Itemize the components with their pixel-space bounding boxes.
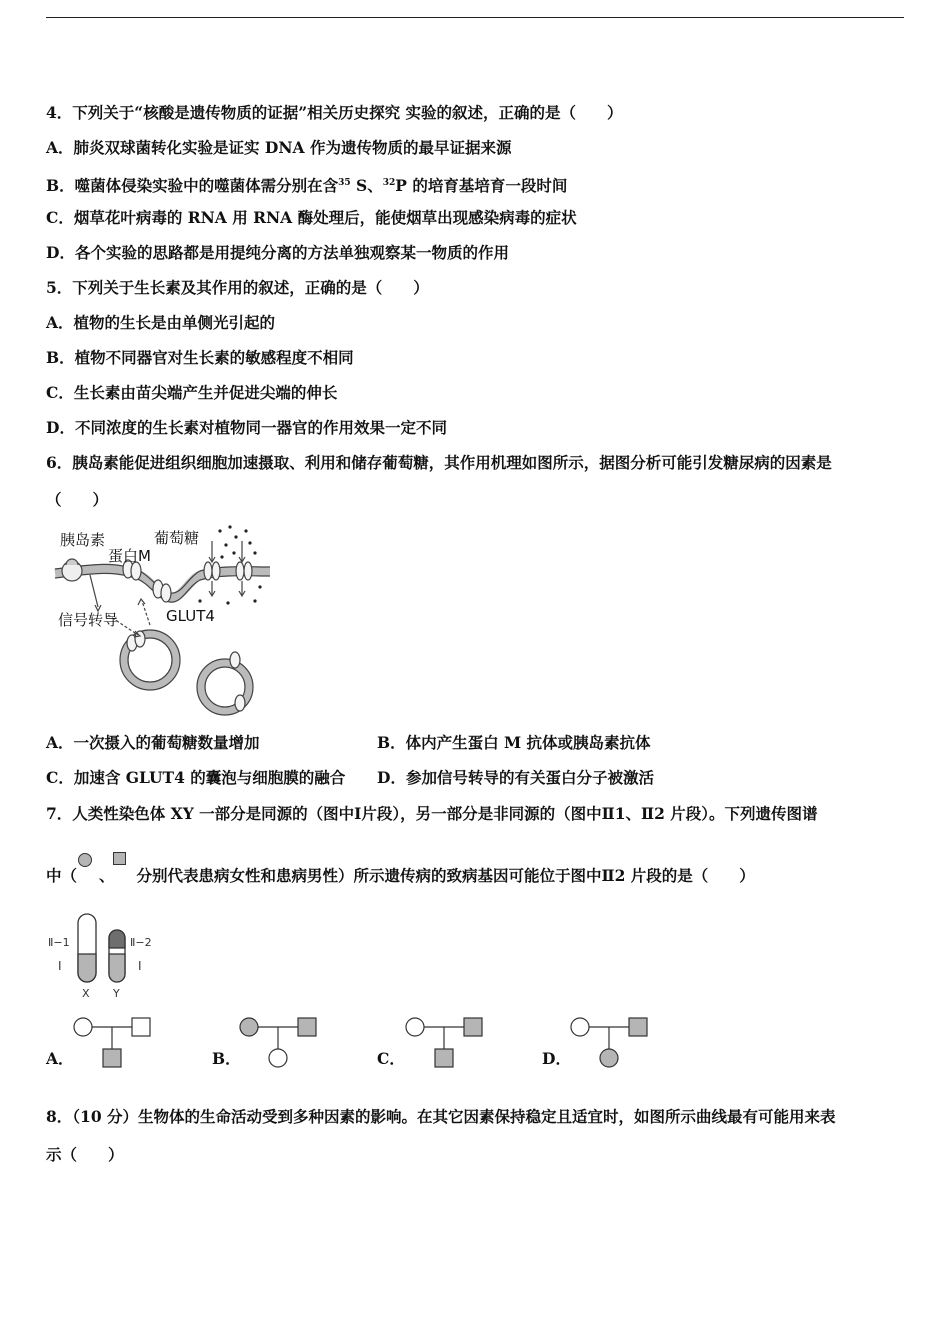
q8-stem-line2: 示（ ） bbox=[46, 1145, 124, 1164]
q6-option-b: B．体内产生蛋白 M 抗体或胰岛素抗体 bbox=[377, 733, 651, 752]
q4-option-d: D．各个实验的思路都是用提纯分离的方法单独观察某一物质的作用 bbox=[46, 243, 509, 262]
label-glut4: GLUT4 bbox=[166, 607, 215, 625]
pedigree-a bbox=[70, 1015, 154, 1071]
q6-option-d: D．参加信号转导的有关蛋白分子被激活 bbox=[377, 768, 654, 787]
pedigree-d bbox=[567, 1015, 651, 1071]
q6-option-c: C．加速含 GLUT4 的囊泡与细胞膜的融合 bbox=[46, 768, 346, 787]
label-y: Y bbox=[113, 987, 120, 1000]
pedigree-b-label: B． bbox=[212, 1049, 241, 1068]
label-i-right: Ⅰ bbox=[138, 959, 142, 973]
label-insulin: 胰岛素 bbox=[60, 531, 106, 549]
q5-option-c: C．生长素由苗尖端产生并促进尖端的伸长 bbox=[46, 383, 338, 402]
label-ii-2: Ⅱ−2 bbox=[130, 936, 152, 949]
q5-option-d: D．不同浓度的生长素对植物同一器官的作用效果一定不同 bbox=[46, 418, 447, 437]
q4-option-a: A．肺炎双球菌转化实验是证实 DNA 作为遗传物质的最早证据来源 bbox=[46, 138, 512, 157]
q4-option-c: C．烟草花叶病毒的 RNA 用 RNA 酶处理后，能使烟草出现感染病毒的症状 bbox=[46, 208, 577, 227]
label-signal-transduction: 信号转导 bbox=[58, 611, 119, 629]
label-protein-m: 蛋白M bbox=[108, 547, 151, 565]
insulin-mechanism-figure bbox=[50, 525, 280, 725]
q6-stem-bracket: （ ） bbox=[46, 490, 109, 509]
pedigree-c-label: C． bbox=[377, 1049, 405, 1068]
q7-stem: 7．人类性染色体 XY 一部分是同源的（图中Ⅰ片段），另一部分是非同源的（图中Ⅱ1、Ⅱ2 片段）。下列遗传图谱 bbox=[46, 804, 818, 823]
q4-stem: 4．下列关于“核酸是遗传物质的证据”相关历史探究 实验的叙述，正确的是（ ） bbox=[46, 103, 623, 122]
label-ii-1: Ⅱ−1 bbox=[48, 936, 70, 949]
label-x: X bbox=[82, 987, 90, 1000]
label-i-left: Ⅰ bbox=[58, 959, 62, 973]
affected-female-icon bbox=[77, 852, 93, 868]
q6-option-a: A．一次摄入的葡萄糖数量增加 bbox=[46, 733, 260, 752]
header-rule bbox=[46, 17, 904, 18]
pedigree-d-label: D． bbox=[542, 1049, 571, 1068]
q7-stem-line2: 中（ 、 分别代表患病女性和患病男性）所示遗传病的致病基因可能位于图中Ⅱ2 片段的是（ ） bbox=[46, 866, 755, 885]
pedigree-b bbox=[236, 1015, 320, 1071]
q4-option-b: B．噬菌体侵染实验中的噬菌体需分别在含$^{35}$ S、$^{32}$P 的培育基培育一段时间 bbox=[46, 176, 568, 195]
q5-stem: 5．下列关于生长素及其作用的叙述，正确的是（ ） bbox=[46, 278, 429, 297]
affected-male-icon bbox=[112, 851, 128, 867]
pedigree-a-label: A． bbox=[46, 1049, 74, 1068]
q6-stem: 6．胰岛素能促进组织细胞加速摄取、利用和储存葡萄糖，其作用机理如图所示，据图分析可能引发糖尿病的因素是 bbox=[46, 453, 832, 472]
pedigree-c bbox=[402, 1015, 486, 1071]
q8-stem: 8．（10 分）生物体的生命活动受到多种因素的影响。在其它因素保持稳定且适宜时，如图所示曲线最有可能用来表 bbox=[46, 1107, 836, 1126]
xy-chromosome-figure bbox=[46, 912, 166, 1002]
q5-option-a: A．植物的生长是由单侧光引起的 bbox=[46, 313, 276, 332]
q5-option-b: B．植物不同器官对生长素的敏感程度不相同 bbox=[46, 348, 354, 367]
label-glucose: 葡萄糖 bbox=[154, 529, 200, 547]
